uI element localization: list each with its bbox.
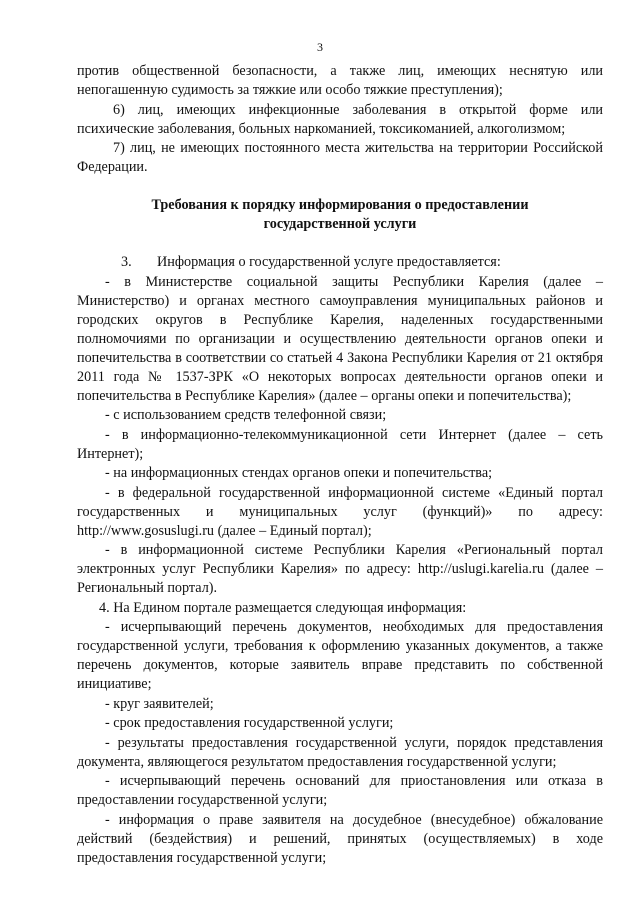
list-item: - с использованием средств телефонной связи;: [105, 407, 387, 423]
section-4-lead: 4. На Едином портале размещается следующая информация:: [99, 599, 467, 616]
list-item: - срок предоставления государственной услуги;: [105, 715, 394, 731]
list-item: - исчерпывающий перечень оснований для приостановления или отказа в предоставлении государственной услуги;: [77, 773, 603, 808]
list-item: - на информационных стендах органов опеки и попечительства;: [105, 465, 493, 481]
paragraph: 7) лиц, не имеющих постоянного места жительства на территории Российской Федерации.: [77, 140, 603, 175]
list-item: - в информационной системе Республики Карелия «Региональный портал электронных услуг Республики Карелия» по адресу: http://uslugi.karelia.ru (далее – Региональный портал).: [77, 542, 603, 596]
list-item: - в информационно-телекоммуникационной сети Интернет (далее – сеть Интернет);: [77, 426, 603, 462]
list-item: - в Министерстве социальной защиты Республики Карелия (далее – Министерство) и органах местного самоуправления муниципальных районов и городских округов в Республике Карелия, наделенных государственными полномочиями по организации и осуществлению деятельности органов опеки и попечительства в соответствии со статьей 4 Закона Республики Карелия от 21 октября 2011 года № 1537-ЗРК «О некоторых вопросах деятельности органов опеки и попечительства в Республике Карелия» (далее – органы опеки и попечительства);: [77, 273, 603, 404]
list-item: - информация о праве заявителя на досудебное (внесудебное) обжалование действий (бездействия) и решений, принятых (осуществляемых) в ходе предоставления государственной услуги;: [77, 811, 603, 866]
document-body: [77, 62, 603, 868]
section-heading: Требования к порядку информирования о предоставлении государственной услуги: [151, 197, 529, 232]
paragraph: против общественной безопасности, а также лиц, имеющих неснятую или непогашенную судимость за тяжкие или особо тяжкие преступления);: [77, 63, 603, 98]
list-item: - исчерпывающий перечень документов, необходимых для предоставления государственной услуги, требования к оформлению указанных документов, а также перечень документов, которые заявитель вправе представить по собственной инициативе;: [77, 619, 603, 692]
section-3-number: 3.: [121, 254, 132, 270]
section-3-lead-text: Информация о государственной услуге предоставляется:: [157, 254, 501, 270]
list-item: - результаты предоставления государственной услуги, порядок представления документа, являющегося результатом предоставления государственной услуги;: [77, 734, 603, 770]
list-item: - круг заявителей;: [105, 695, 214, 712]
list-item: - в федеральной государственной информационной системе «Единый портал государственных и муниципальных услуг (функций)» по адресу: http://www.gosuslugi.ru (далее – Единый портал);: [77, 484, 603, 539]
section-3-lead: [77, 253, 603, 272]
paragraph: 6) лиц, имеющих инфекционные заболевания в открытой форме или психические заболевания, больных наркоманией, токсикоманией, алкоголизмом;: [77, 101, 603, 137]
page-number: 3: [317, 40, 323, 54]
